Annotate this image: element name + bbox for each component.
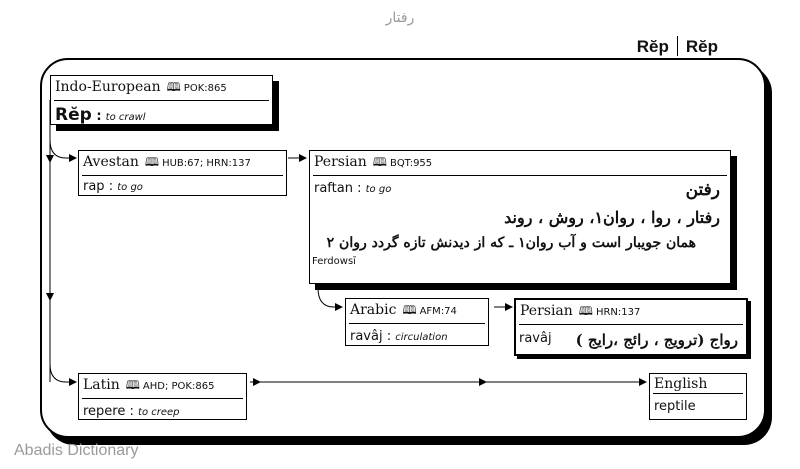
node-indo-european[interactable]: Indo-European 🕮 POK:865 Rĕp : to crawl bbox=[50, 75, 273, 125]
book-icon: 🕮 bbox=[372, 155, 387, 169]
persian-line-2: رفتار ، روا ، روان۱، روش ، روند bbox=[504, 208, 720, 227]
top-word: رفتار bbox=[385, 10, 415, 26]
word: ravâj bbox=[350, 329, 383, 344]
footer-watermark: Abadis Dictionary bbox=[14, 442, 139, 459]
ref-code: AFM:74 bbox=[419, 306, 457, 317]
gloss: to go bbox=[365, 184, 392, 195]
citation: Ferdowsī bbox=[312, 256, 356, 267]
language-label: Arabic bbox=[350, 302, 397, 318]
ref-code: BQT:955 bbox=[389, 158, 433, 169]
ref-code: HUB:67; HRN:137 bbox=[162, 158, 251, 169]
node-latin[interactable]: Latin 🕮 AHD; POK:865 repere : to creep bbox=[78, 373, 247, 420]
book-icon: 🕮 bbox=[125, 378, 140, 392]
heading-left: Rĕp bbox=[636, 37, 669, 56]
gloss: to go bbox=[117, 182, 143, 193]
node-persian-2[interactable] bbox=[514, 298, 748, 356]
ref-code: POK:865 bbox=[183, 83, 227, 94]
word: repere bbox=[83, 404, 126, 419]
language-label: Persian bbox=[314, 154, 367, 170]
book-icon: 🕮 bbox=[166, 80, 181, 94]
language-label: Persian bbox=[520, 303, 573, 319]
persian-text: رواج (ترویج ، رائج ،رایج ) bbox=[575, 331, 738, 349]
gloss: to creep bbox=[138, 407, 180, 418]
language-label: Indo-European bbox=[55, 79, 161, 95]
language-label: English bbox=[654, 376, 708, 392]
book-icon: 🕮 bbox=[144, 155, 160, 169]
ref-code: HRN:137 bbox=[595, 307, 641, 318]
ref-code: AHD; POK:865 bbox=[142, 381, 215, 392]
node-persian-main[interactable]: Persian 🕮 BQT:955 raftan : to go رفتن رفتار ، روا ، روان۱، روش ، روند همان جویبار است و آب روان۱ ـ که از دیدنش تازه گردد روان ۲ Ferdowsī bbox=[309, 150, 731, 284]
gloss: circulation bbox=[395, 332, 448, 343]
link-ie-avestan bbox=[50, 140, 76, 158]
word: rap bbox=[83, 179, 105, 194]
node-arabic[interactable]: Arabic 🕮 AFM:74 ravâj : circulation bbox=[345, 298, 489, 346]
word: reptile bbox=[654, 399, 696, 414]
persian-line-3: همان جویبار است و آب روان۱ ـ که از دیدنش تازه گردد روان ۲ bbox=[326, 235, 696, 251]
word: ravâj bbox=[519, 331, 552, 346]
heading-right: Rĕp bbox=[685, 37, 718, 56]
persian-line-1: رفتن bbox=[685, 180, 720, 200]
word: raftan bbox=[314, 181, 353, 196]
book-icon: 🕮 bbox=[402, 303, 417, 317]
node-avestan[interactable]: Avestan 🕮 HUB:67; HRN:137 rap : to go bbox=[78, 150, 287, 196]
link-persian-arabic bbox=[318, 288, 342, 307]
root-word: Rĕp bbox=[55, 105, 92, 125]
link-ie-latin bbox=[50, 364, 76, 382]
language-label: Avestan bbox=[83, 154, 139, 170]
node-english[interactable] bbox=[649, 373, 747, 420]
gloss: to crawl bbox=[105, 112, 146, 123]
language-label: Latin bbox=[83, 377, 120, 393]
book-icon: 🕮 bbox=[578, 304, 593, 318]
